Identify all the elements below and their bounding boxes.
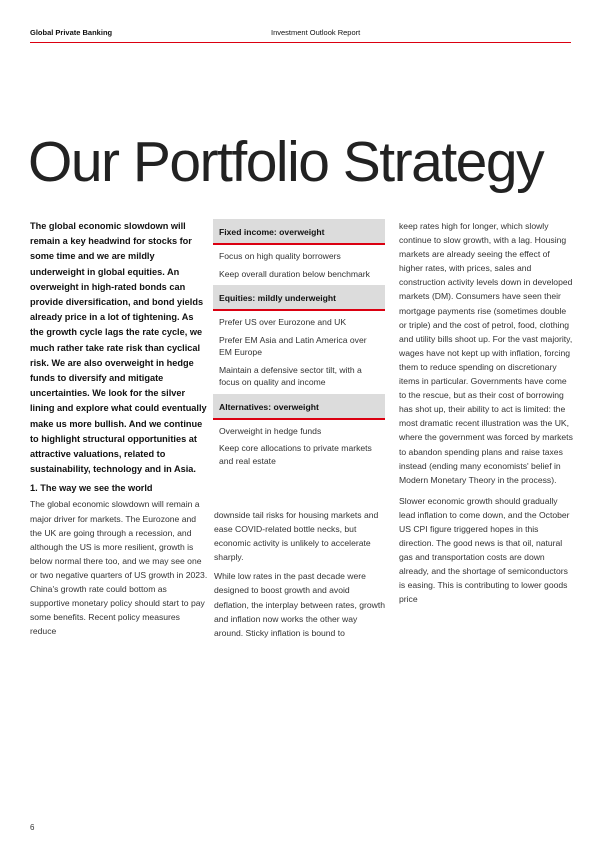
allocation-panel xyxy=(213,219,385,467)
column-middle-text xyxy=(214,508,386,640)
middle-paragraph-2: While low rates in the past decade were designed to boost growth and avoid deflation, the interplay between rates, growth and inflation now works the other way around. Sticky inflation is bound to xyxy=(214,571,386,638)
right-paragraph-1: keep rates high for longer, which slowly continue to slow growth, with a lag. Housing markets are already seeing the effect of higher rates, with prices, sales and construction activity levels down in developed markets (DM). Consumers have seen their mortgage payments rise (sometimes double or triple) and the cost of petrol, food, clothing and utility bills shoot up. For the vast majority, wages have not kept up with inflation, forcing them to reduce spending on discretionary items in particular. Governments have come to the rescue, but as their cost of borrowing has shot up, their ability to act is limited: the most dramatic recent illustration was the UK, where the government was forced by markets to abandon spending plans and raise taxes instead (ending many economists' belief in Modern Monetary Theory in the process). xyxy=(399,221,573,485)
right-paragraph-2: Slower economic growth should gradually lead inflation to come down, and the October US CPI figure triggered hopes in this direction. The good news is that oil, natural gas and transportation costs are down already, and the shortage of semiconductors is easing. This is contributing to lower goods price xyxy=(399,495,570,605)
middle-paragraph-1: downside tail risks for housing markets and ease COVID-related bottle necks, but economic activity is unlikely to accelerate sharply. xyxy=(214,510,379,563)
allocation-heading-alternatives: Alternatives: overweight xyxy=(213,394,385,420)
allocation-item: Keep overall duration below benchmark xyxy=(219,268,370,279)
allocation-heading-fixed-income: Fixed income: overweight xyxy=(213,219,385,245)
allocation-item: Keep core allocations to private markets and real estate xyxy=(219,443,372,466)
header-divider xyxy=(30,42,571,43)
allocation-item: Prefer US over Eurozone and UK xyxy=(219,317,347,327)
header-brand: Global Private Banking xyxy=(30,28,113,37)
allocation-item: Maintain a defensive sector tilt, with a focus on quality and income xyxy=(219,364,362,387)
header-report-title: Investment Outlook Report xyxy=(271,28,361,37)
allocation-item: Prefer EM Asia and Latin America over EM Europe xyxy=(219,334,367,357)
allocation-heading-equities: Equities: mildly underweight xyxy=(213,285,385,311)
page-number: 6 xyxy=(30,823,35,832)
allocation-item: Focus on high quality borrowers xyxy=(219,251,341,261)
section-body-paragraph: The global economic slowdown will remain a major driver for markets. The Eurozone and the UK are going through a recession, and although the US is more resilient, growth is below normal there too, and we may see one or two negative quarters of US growth in 2023. China's growth rate could bottom as supportive monetary policy should start to pay some benefits. Recent policy measures reduce xyxy=(30,499,208,637)
intro-paragraph: The global economic slowdown will remain a key headwind for stocks for some time and we are mildly underweight in global equities. An overweight in high-rated bonds can provide diversification, and bond yields already price in a lot of tightening. As the growth cycle lags the rate cycle, we much rather take rate risk than cyclical risk. We are also overweight in hedge funds to diversify and mitigate uncertainties. We look for the silver lining and explore what could eventually make us more bullish. And we continue to highlight structural opportunities at attractive valuations, related to sustainability, technology and in Asia. xyxy=(30,221,207,475)
allocation-item: Overweight in hedge funds xyxy=(219,425,322,436)
column-left xyxy=(30,219,208,638)
column-right xyxy=(399,219,574,607)
page-title: Our Portfolio Strategy xyxy=(28,130,544,195)
section-heading: 1. The way we see the world xyxy=(30,483,153,494)
